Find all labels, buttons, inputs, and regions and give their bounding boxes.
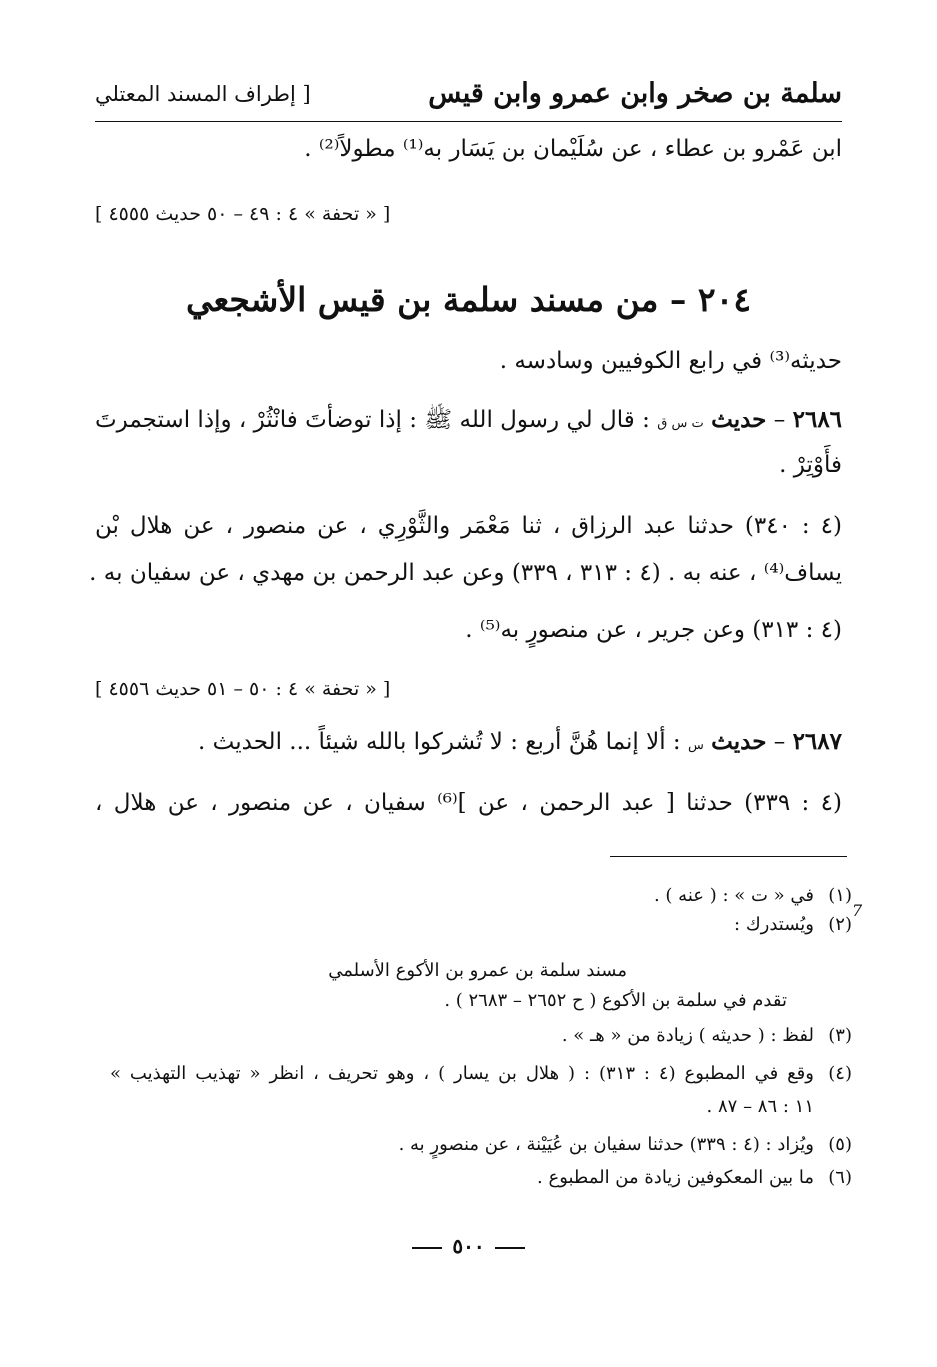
hadith-keyword: حديث	[711, 406, 767, 433]
isnad-line-1b: يساف⁽⁴⁾ ، عنه به . (٤ : ٣١٣ ، ٣٣٩) وعن عبد الرحمن بن مهدي ، عن سفيان به .	[89, 560, 842, 586]
footnote-number: (٥)	[828, 1134, 852, 1155]
tuhfa-reference-2: [ « تحفة » ٤ : ٥٠ – ٥١ حديث ٤٥٥٦ ]	[95, 678, 391, 700]
footnote-2-note: تقدم في سلمة بن الأكوع ( ح ٢٦٥٢ – ٢٦٨٣ ) .	[444, 990, 787, 1011]
hadith-dash: –	[773, 729, 786, 755]
hadith-sigla: س	[687, 738, 704, 753]
hadith-sigla: ت س ق	[657, 416, 704, 431]
footnote-text: وقع في المطبوع (٤ : ٣١٣) : ( هلال بن يسار ) ، وهو تحريف ، انظر « تهذيب التهذيب »	[110, 1063, 814, 1084]
footnote-5	[399, 1134, 852, 1155]
footnote-2-subheading: مسند سلمة بن عمرو بن الأكوع الأسلمي	[328, 960, 627, 981]
tuhfa-reference-1: [ « تحفة » ٤ : ٤٩ – ٥٠ حديث ٤٥٥٥ ]	[95, 203, 391, 225]
running-header-title: سلمة بن صخر وابن عمرو وابن قيس	[428, 78, 842, 109]
hadith-text: : ألا إنما هُنَّ أربع : لا تُشركوا بالله شيئاً ... الحديث .	[198, 729, 681, 755]
footnote-text: لفظ : ( حديثه ) زيادة من « هـ » .	[561, 1025, 814, 1046]
footnote-4	[110, 1063, 852, 1084]
hadith-number: ٢٦٨٦	[792, 406, 843, 433]
page-number-dash	[495, 1247, 525, 1249]
footnote-number: (١)	[828, 885, 852, 906]
footnote-6	[537, 1167, 852, 1188]
margin-mark: 7	[852, 901, 863, 920]
section-title: ٢٠٤ – من مسند سلمة بن قيس الأشجعي	[185, 280, 752, 319]
footnote-text: ما بين المعكوفين زيادة من المطبوع .	[537, 1167, 814, 1188]
footnote-4-continuation: ١١ : ٨٦ – ٨٧ .	[706, 1096, 814, 1117]
page-number	[0, 1234, 937, 1258]
footnote-text: في « ت » : ( عنه ) .	[653, 885, 814, 906]
hadith-2687-line	[198, 728, 842, 755]
hadith-text: : قال لي رسول الله ﷺ : إذا توضأتَ فانْثُرْ ، وإذا استجمرتَ	[95, 407, 650, 433]
footnote-number: (٤)	[828, 1063, 852, 1084]
footnote-number: (٢)	[828, 914, 852, 935]
footnote-2	[734, 914, 852, 935]
hadith-keyword: حديث	[711, 728, 767, 755]
intro-line: حديثه⁽³⁾ في رابع الكوفيين وسادسه .	[499, 348, 842, 374]
footnote-3	[562, 1025, 852, 1046]
isnad-line-1a: (٤ : ٣٤٠) حدثنا عبد الرزاق ، ثنا مَعْمَر والثَّوْرِي ، عن منصور ، عن هلال بْن	[95, 513, 842, 539]
hadith-dash: –	[773, 407, 786, 433]
running-header-book: [ إطراف المسند المعتلي	[95, 82, 311, 106]
page-number-dash	[412, 1247, 442, 1249]
hadith-2686-line	[95, 405, 842, 439]
hadith-number: ٢٦٨٧	[792, 728, 842, 755]
footnote-divider	[610, 856, 847, 857]
isnad-line-2: (٤ : ٣١٣) وعن جرير ، عن منصورٍ به⁽⁵⁾ .	[465, 617, 842, 643]
footnote-1	[654, 885, 852, 906]
footnote-number: (٣)	[828, 1025, 852, 1046]
footnote-text: ويُستدرك :	[734, 914, 814, 935]
footnote-number: (٦)	[828, 1167, 852, 1188]
text-line-1: ابن عَمْرو بن عطاء ، عن سُلَيْمان بن يَسَار به⁽¹⁾ مطولاً⁽²⁾ .	[304, 136, 842, 162]
page-number-value: ٥٠٠	[452, 1234, 485, 1258]
hadith-2686-continuation: فأَوْتِرْ .	[779, 452, 842, 478]
header-divider	[95, 121, 842, 122]
footnote-text: ويُزاد : (٤ : ٣٣٩) حدثنا سفيان بن عُيَيْنة ، عن منصورٍ به .	[398, 1134, 814, 1155]
isnad-line-3: (٤ : ٣٣٩) حدثنا [ عبد الرحمن ، عن ]⁽⁶⁾ سفيان ، عن منصور ، عن هلال ،	[95, 790, 843, 816]
